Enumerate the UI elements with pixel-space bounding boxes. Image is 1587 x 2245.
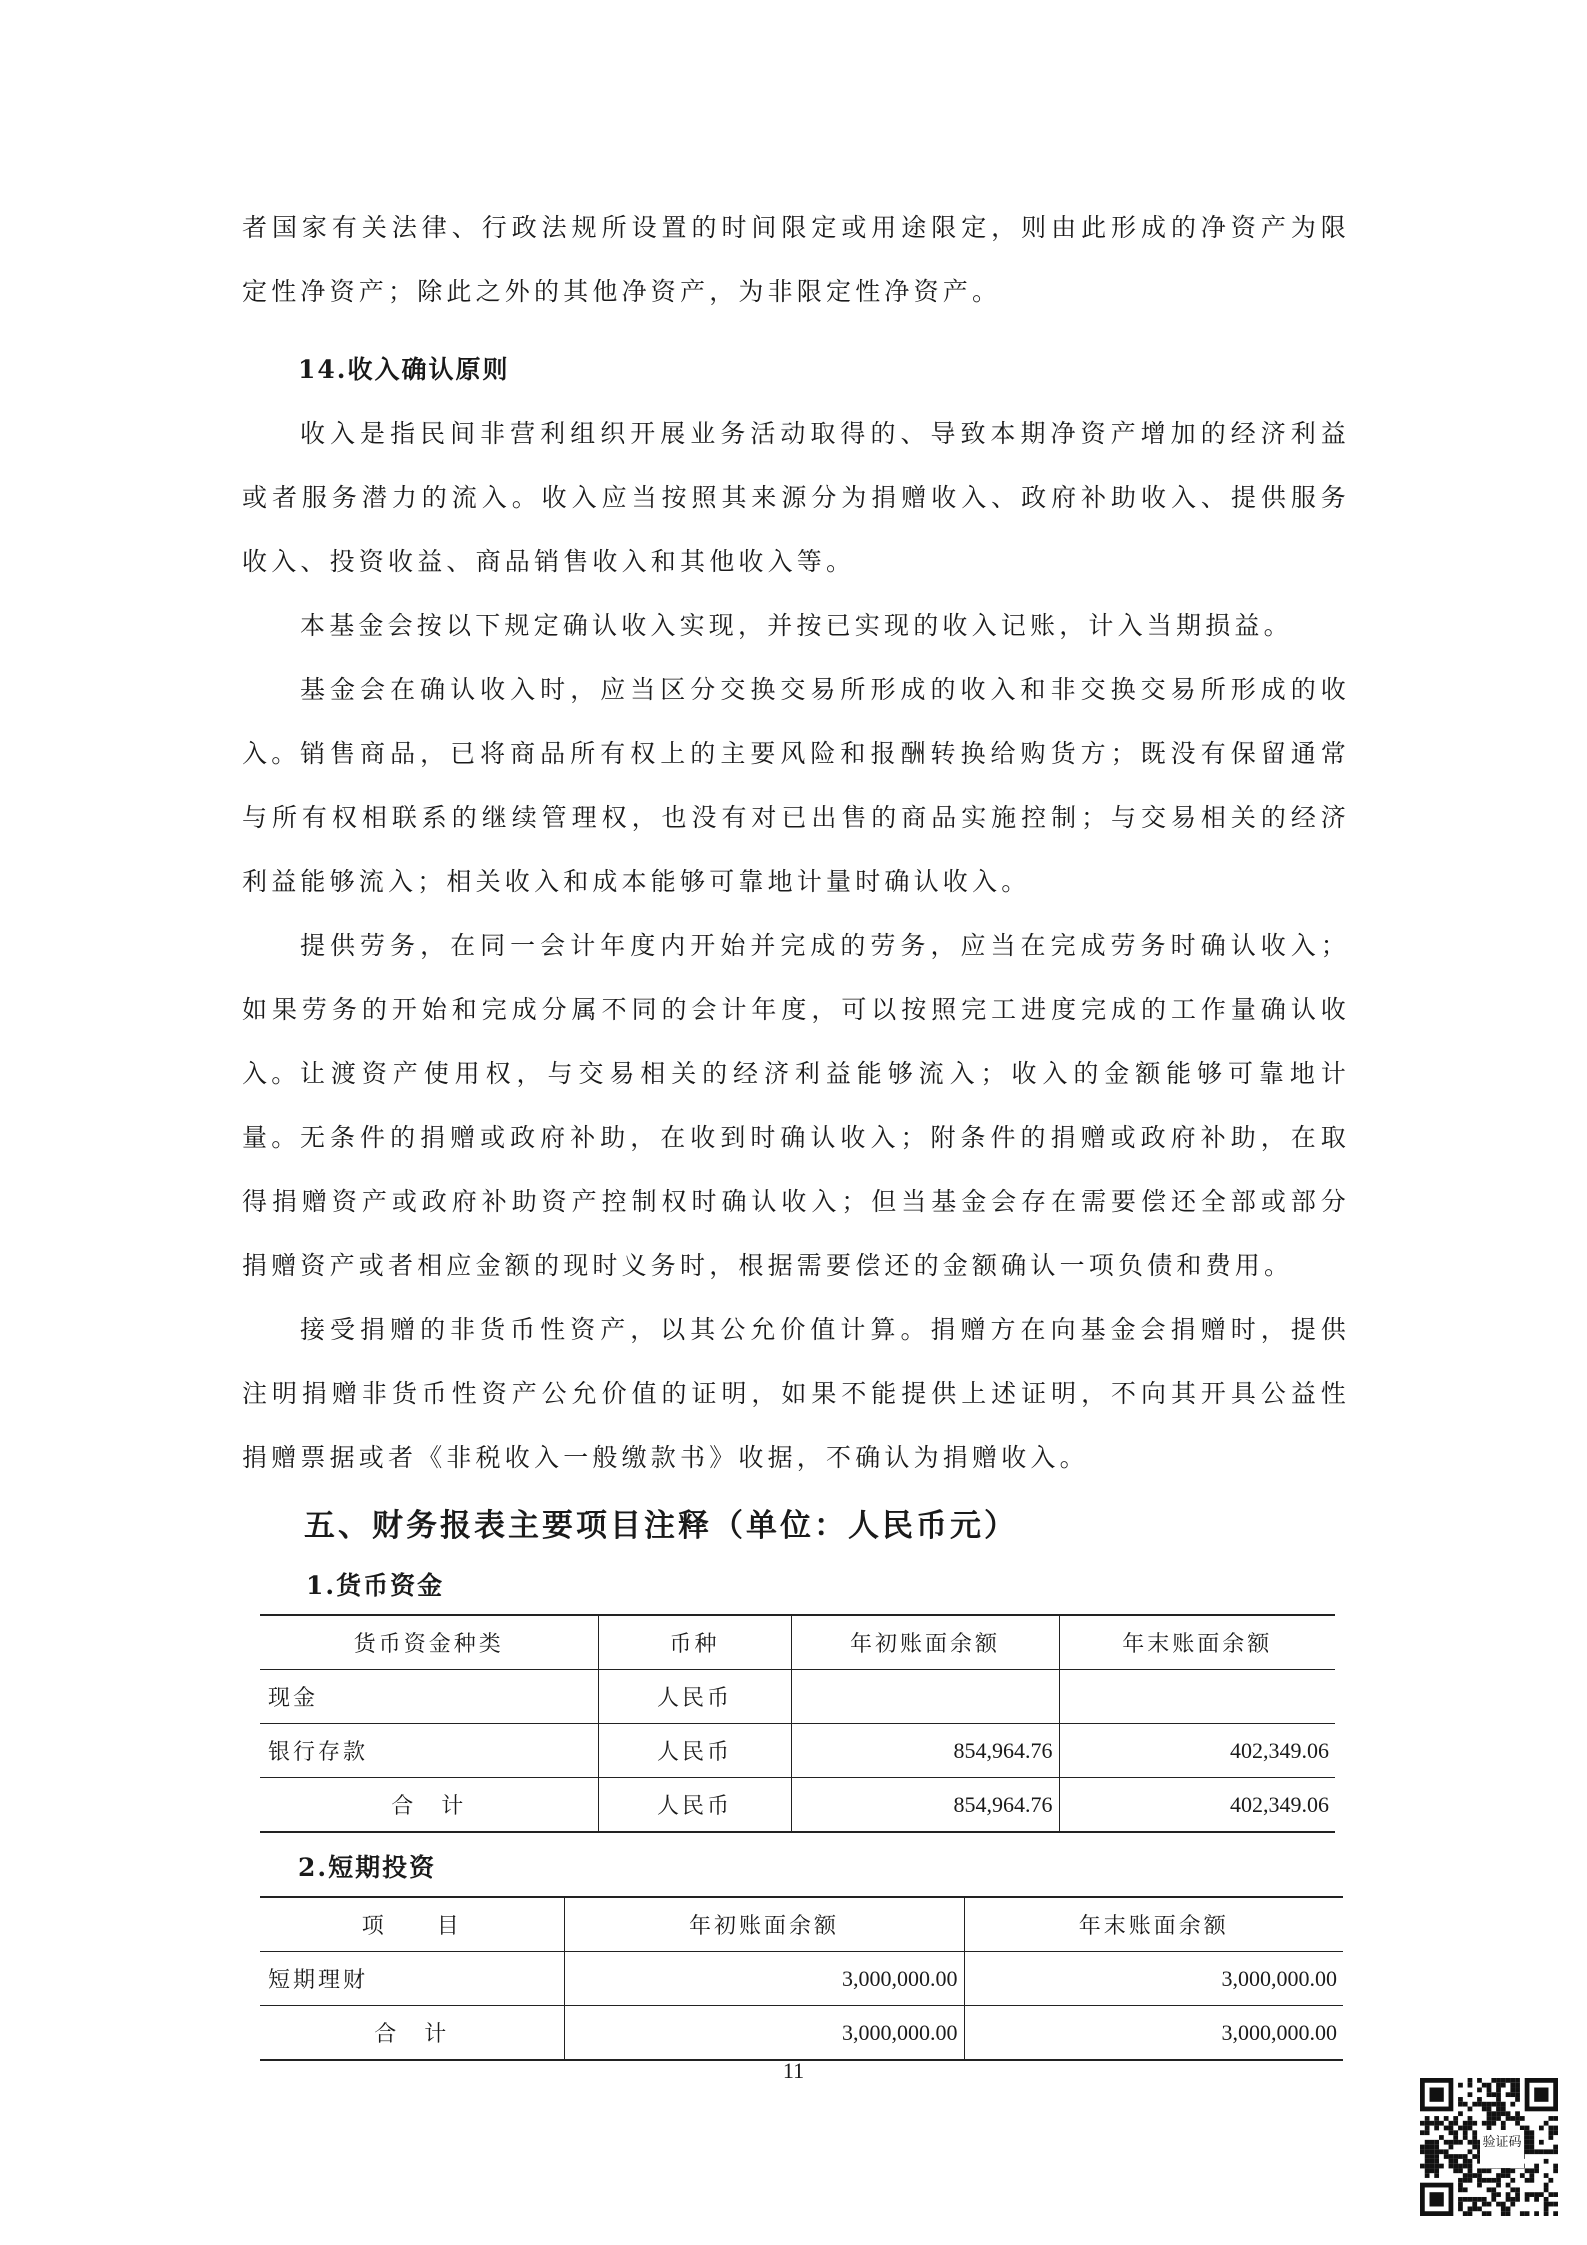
paragraph: 让渡资产使用权，与交易相关的经济利益能够流入；收入的金额能够可靠地计量。 [242,1059,1350,1152]
cell-end [1059,1670,1335,1724]
cell-begin: 854,964.76 [791,1778,1059,1833]
table-row-total [260,1778,1335,1833]
cell-type: 银行存款 [260,1724,598,1778]
cell-end: 402,349.06 [1059,1778,1335,1833]
cell-type: 现金 [260,1670,598,1724]
section-heading-5: 五、财务报表主要项目注释（单位：人民币元） [304,1508,1018,1544]
page-number: 11 [782,2058,805,2083]
paragraph: 提供劳务，在同一会计年度内开始并完成的劳务，应当在完成劳务时确认收入；如果劳务的开始和完成分属不同的会计年度，可以按照完工进度完成的工作量确认收入。 [242,931,1350,1088]
cell-begin [791,1670,1059,1724]
cell-currency: 人民币 [598,1670,791,1724]
qr-code-icon [1420,2078,1558,2216]
short-invest-heading: 2.短期投资 [298,1853,437,1882]
cell-begin: 854,964.76 [791,1724,1059,1778]
cash-table [260,1614,1335,1833]
table-row [260,1670,1335,1724]
cell-begin: 3,000,000.00 [564,2006,964,2061]
section-heading-14: 14.收入确认原则 [298,355,510,384]
paragraph: 收入是指民间非营利组织开展业务活动取得的、导致本期净资产增加的经济利益或者服务潜力的流入。收入应当按照其来源分为捐赠收入、政府补助收入、提供服务收入、投资收益、商品销售收入和其他收入等。 [242,419,1350,576]
cell-item: 短期理财 [260,1952,564,2006]
cell-item: 合 计 [260,2006,564,2061]
column-header: 项 目 [260,1897,564,1952]
table-row-total [260,2006,1343,2061]
column-header: 年初账面余额 [564,1897,964,1952]
paragraph: 者国家有关法律、行政法规所设置的时间限定或用途限定，则由此形成的净资产为限定性净资产；除此之外的其他净资产，为非限定性净资产。 [242,213,1350,306]
qr-label: 验证码 [1482,2135,1522,2150]
paragraph: 销售商品，已将商品所有权上的主要风险和报酬转换给购货方；既没有保留通常与所有权相联系的继续管理权，也没有对已出售的商品实施控制；与交易相关的经济利益能够流入；相关收入和成本能够可靠地计量时确认收入。 [242,739,1350,896]
cell-currency: 人民币 [598,1778,791,1833]
paragraph: 接受捐赠的非货币性资产，以其公允价值计算。捐赠方在向基金会捐赠时，提供注明捐赠非货币性资产公允价值的证明，如果不能提供上述证明，不向其开具公益性捐赠票据或者《非税收入一般缴款书》收据，不确认为捐赠收入。 [242,1315,1350,1472]
cell-type: 合 计 [260,1778,598,1833]
cash-heading: 1.货币资金 [306,1571,445,1600]
column-header: 货币资金种类 [260,1615,598,1670]
table-header-row [260,1615,1335,1670]
column-header: 币种 [598,1615,791,1670]
cell-end: 3,000,000.00 [964,2006,1343,2061]
column-header: 年末账面余额 [964,1897,1343,1952]
column-header: 年初账面余额 [791,1615,1059,1670]
cell-end: 3,000,000.00 [964,1952,1343,2006]
short-invest-table [260,1896,1343,2061]
paragraph: 基金会在确认收入时，应当区分交换交易所形成的收入和非交换交易所形成的收入。 [242,675,1350,768]
table-row [260,1724,1335,1778]
table-header-row [260,1897,1343,1952]
table-row [260,1952,1343,2006]
paragraph: 本基金会按以下规定确认收入实现，并按已实现的收入记账，计入当期损益。 [300,611,1293,640]
column-header: 年末账面余额 [1059,1615,1335,1670]
cell-begin: 3,000,000.00 [564,1952,964,2006]
cell-currency: 人民币 [598,1724,791,1778]
paragraph: 无条件的捐赠或政府补助，在收到时确认收入；附条件的捐赠或政府补助，在取得捐赠资产或政府补助资产控制权时确认收入；但当基金会存在需要偿还全部或部分捐赠资产或者相应金额的现时义务时，根据需要偿还的金额确认一项负债和费用。 [242,1123,1350,1280]
cell-end: 402,349.06 [1059,1724,1335,1778]
